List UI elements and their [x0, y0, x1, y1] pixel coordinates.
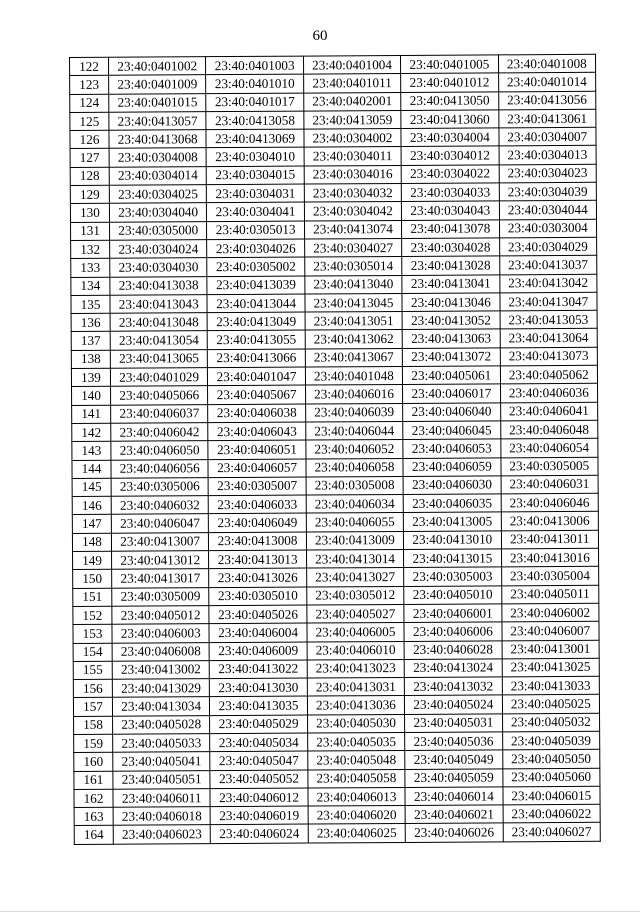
cadastral-number-cell: 23:40:0401017 [206, 93, 304, 112]
cadastral-number-cell: 23:40:0406036 [500, 384, 598, 403]
cadastral-number-cell: 23:40:0304026 [207, 239, 305, 258]
cadastral-number-cell: 23:40:0401008 [498, 54, 596, 73]
cadastral-number-cell: 23:40:0413046 [402, 293, 500, 312]
cadastral-number-cell: 23:40:0405030 [307, 714, 405, 733]
cadastral-number-cell: 23:40:0406030 [403, 476, 501, 495]
row-number-cell: 149 [73, 551, 112, 570]
cadastral-number-cell: 23:40:0401048 [305, 367, 403, 386]
cadastral-number-cell: 23:40:0406008 [112, 642, 210, 661]
cadastral-number-cell: 23:40:0304012 [401, 146, 499, 165]
cadastral-number-cell: 23:40:0304027 [304, 238, 402, 257]
cadastral-number-cell: 23:40:0305014 [305, 257, 403, 276]
cadastral-number-cell: 23:40:0305013 [207, 221, 305, 240]
cadastral-number-cell: 23:40:0413067 [305, 348, 403, 367]
cadastral-number-cell: 23:40:0413008 [209, 532, 307, 551]
cadastral-number-cell: 23:40:0304008 [109, 148, 207, 167]
cadastral-number-cell: 23:40:0413062 [305, 330, 403, 349]
cadastral-number-cell: 23:40:0406002 [501, 603, 599, 622]
row-number-cell: 131 [71, 222, 110, 241]
cadastral-number-cell: 23:40:0413026 [209, 568, 307, 587]
page-number: 60 [312, 28, 328, 44]
cadastral-number-cell: 23:40:0406011 [113, 789, 211, 808]
row-number-cell: 144 [72, 460, 111, 479]
cadastral-number-cell: 23:40:0413015 [404, 549, 502, 568]
cadastral-number-cell: 23:40:0304024 [110, 240, 208, 259]
cadastral-number-cell: 23:40:0406019 [210, 806, 308, 825]
cadastral-number-cell: 23:40:0304015 [207, 166, 305, 185]
cadastral-number-cell: 23:40:0406001 [404, 604, 502, 623]
cadastral-number-cell: 23:40:0305004 [501, 567, 599, 586]
cadastral-number-cell: 23:40:0405012 [112, 606, 210, 625]
cadastral-number-cell: 23:40:0413069 [206, 129, 304, 148]
cadastral-number-cell: 23:40:0413065 [110, 349, 208, 368]
cadastral-number-cell: 23:40:0413066 [208, 349, 306, 368]
cadastral-number-cell: 23:40:0406034 [306, 495, 404, 514]
cadastral-number-cell: 23:40:0405050 [502, 750, 600, 769]
cadastral-number-cell: 23:40:0304040 [109, 203, 207, 222]
row-number-cell: 152 [73, 606, 112, 625]
cadastral-number-cell: 23:40:0413059 [304, 110, 402, 129]
cadastral-number-cell: 23:40:0401012 [401, 73, 499, 92]
cadastral-number-cell: 23:40:0413031 [307, 678, 405, 697]
cadastral-number-cell: 23:40:0405026 [209, 605, 307, 624]
cadastral-number-cell: 23:40:0401009 [109, 75, 207, 94]
cadastral-number-cell: 23:40:0304042 [304, 202, 402, 221]
cadastral-number-cell: 23:40:0305008 [306, 476, 404, 495]
cadastral-number-cell: 23:40:0405062 [500, 365, 598, 384]
cadastral-number-cell: 23:40:0304043 [402, 201, 500, 220]
cadastral-number-cell: 23:40:0405025 [502, 695, 600, 714]
row-number-cell: 129 [70, 185, 109, 204]
cadastral-number-cell: 23:40:0413032 [404, 677, 502, 696]
cadastral-number-cell: 23:40:0406052 [306, 440, 404, 459]
cadastral-number-cell: 23:40:0406020 [308, 806, 406, 825]
cadastral-number-cell: 23:40:0406005 [307, 623, 405, 642]
cadastral-number-cell: 23:40:0413005 [403, 512, 501, 531]
row-number-cell: 138 [71, 350, 110, 369]
row-number-cell: 161 [74, 771, 113, 790]
cadastral-number-cell: 23:40:0413010 [404, 531, 502, 550]
row-number-cell: 127 [70, 149, 109, 168]
cadastral-number-cell: 23:40:0405060 [502, 768, 600, 787]
cadastral-number-cell: 23:40:0405061 [403, 366, 501, 385]
cadastral-number-cell: 23:40:0413035 [210, 696, 308, 715]
row-number-cell: 128 [70, 167, 109, 186]
row-number-cell: 155 [73, 661, 112, 680]
cadastral-number-cell: 23:40:0413001 [502, 640, 600, 659]
cadastral-number-cell: 23:40:0405058 [308, 769, 406, 788]
cadastral-number-cell: 23:40:0406035 [403, 494, 501, 513]
cadastral-number-cell: 23:40:0405035 [307, 732, 405, 751]
row-number-cell: 130 [70, 204, 109, 223]
cadastral-number-cell: 23:40:0413030 [210, 678, 308, 697]
cadastral-number-cell: 23:40:0413055 [208, 331, 306, 350]
row-number-cell: 158 [74, 716, 113, 735]
cadastral-number-cell: 23:40:0405028 [113, 715, 211, 734]
cadastral-number-cell: 23:40:0413016 [501, 548, 599, 567]
row-number-cell: 163 [74, 807, 113, 826]
row-number-cell: 141 [72, 405, 111, 424]
cadastral-number-cell: 23:40:0304039 [499, 182, 597, 201]
cadastral-number-cell: 23:40:0406056 [111, 459, 209, 478]
row-number-cell: 146 [72, 496, 111, 515]
cadastral-number-cell: 23:40:0406012 [210, 788, 308, 807]
row-number-cell: 125 [70, 112, 109, 131]
cadastral-number-cell: 23:40:0405066 [111, 386, 209, 405]
cadastral-number-cell: 23:40:0406013 [308, 787, 406, 806]
cadastral-number-cell: 23:40:0405036 [405, 732, 503, 751]
cadastral-number-cell: 23:40:0413048 [110, 313, 208, 332]
cadastral-number-cell: 23:40:0413068 [109, 130, 207, 149]
cadastral-number-cell: 23:40:0406025 [308, 824, 406, 843]
cadastral-number-cell: 23:40:0401014 [498, 73, 596, 92]
cadastral-number-cell: 23:40:0413028 [402, 256, 500, 275]
cadastral-number-cell: 23:40:0304028 [402, 238, 500, 257]
cadastral-number-cell: 23:40:0401010 [206, 74, 304, 93]
cadastral-number-cell: 23:40:0406006 [404, 622, 502, 641]
cadastral-number-cell: 23:40:0304033 [401, 183, 499, 202]
cadastral-number-cell: 23:40:0413034 [112, 697, 210, 716]
cadastral-number-cell: 23:40:0406041 [500, 402, 598, 421]
cadastral-number-cell: 23:40:0406032 [111, 496, 209, 515]
cadastral-number-cell: 23:40:0406049 [209, 513, 307, 532]
cadastral-number-cell: 23:40:0406003 [112, 624, 210, 643]
cadastral-number-cell: 23:40:0413051 [305, 312, 403, 331]
cadastral-number-cell: 23:40:0406045 [403, 421, 501, 440]
cadastral-number-cell: 23:40:0406017 [403, 384, 501, 403]
cadastral-number-cell: 23:40:0413029 [112, 679, 210, 698]
row-number-cell: 159 [74, 734, 113, 753]
cadastral-number-cell: 23:40:0304016 [304, 165, 402, 184]
cadastral-number-cell: 23:40:0406042 [111, 423, 209, 442]
cadastral-number-cell: 23:40:0406038 [208, 404, 306, 423]
cadastral-number-cell: 23:40:0305002 [207, 257, 305, 276]
row-number-cell: 160 [74, 753, 113, 772]
cadastral-number-cell: 23:40:0405031 [405, 714, 503, 733]
cadastral-number-cell: 23:40:0406021 [405, 805, 503, 824]
cadastral-number-cell: 23:40:0413017 [112, 569, 210, 588]
cadastral-number-cell: 23:40:0413027 [306, 568, 404, 587]
cadastral-number-cell: 23:40:0406024 [211, 825, 309, 844]
cadastral-number-cell: 23:40:0406026 [405, 823, 503, 842]
cadastral-number-cell: 23:40:0413002 [112, 660, 210, 679]
cadastral-number-cell: 23:40:0413072 [402, 348, 500, 367]
cadastral-number-cell: 23:40:0405048 [308, 751, 406, 770]
cadastral-number-cell: 23:40:0413033 [502, 676, 600, 695]
cadastral-number-cell: 23:40:0401005 [401, 55, 499, 74]
table-body [70, 54, 601, 844]
row-number-cell: 126 [70, 130, 109, 149]
cadastral-number-cell: 23:40:0406046 [501, 493, 599, 512]
cadastral-number-cell: 23:40:0401029 [110, 368, 208, 387]
cadastral-number-cell: 23:40:0413040 [305, 275, 403, 294]
cadastral-number-cell: 23:40:0406007 [502, 621, 600, 640]
cadastral-number-cell: 23:40:0405049 [405, 750, 503, 769]
cadastral-number-cell: 23:40:0304030 [110, 258, 208, 277]
cadastral-number-cell: 23:40:0413043 [110, 295, 208, 314]
cadastral-number-cell: 23:40:0304023 [499, 164, 597, 183]
cadastral-number-cell: 23:40:0413038 [110, 276, 208, 295]
cadastral-number-cell: 23:40:0304032 [304, 184, 402, 203]
cadastral-number-cell: 23:40:0413006 [501, 512, 599, 531]
cadastral-number-cell: 23:40:0402001 [304, 92, 402, 111]
cadastral-number-cell: 23:40:0413061 [498, 109, 596, 128]
cadastral-number-cell: 23:40:0406009 [209, 642, 307, 661]
cadastral-number-cell: 23:40:0304004 [401, 128, 499, 147]
cadastral-number-cell: 23:40:0406018 [113, 807, 211, 826]
cadastral-number-cell: 23:40:0304025 [109, 185, 207, 204]
row-number-cell: 153 [73, 624, 112, 643]
row-number-cell: 162 [74, 789, 113, 808]
cadastral-number-cell: 23:40:0413054 [110, 331, 208, 350]
cadastral-number-cell: 23:40:0413037 [499, 256, 597, 275]
cadastral-number-cell: 23:40:0405033 [113, 734, 211, 753]
cadastral-number-cell: 23:40:0406053 [403, 439, 501, 458]
cadastral-number-cell: 23:40:0305010 [209, 587, 307, 606]
cadastral-number-cell: 23:40:0401004 [303, 55, 401, 74]
cadastral-number-cell: 23:40:0413036 [307, 696, 405, 715]
cadastral-number-cell: 23:40:0413074 [304, 220, 402, 239]
cadastral-number-cell: 23:40:0413063 [402, 329, 500, 348]
cadastral-number-cell: 23:40:0406057 [208, 459, 306, 478]
cadastral-number-cell: 23:40:0413057 [109, 112, 207, 131]
cadastral-number-cell: 23:40:0413049 [207, 312, 305, 331]
row-number-cell: 145 [72, 478, 111, 497]
cadastral-number-cell: 23:40:0305012 [307, 586, 405, 605]
cadastral-number-cell: 23:40:0305003 [404, 567, 502, 586]
cadastral-number-cell: 23:40:0405067 [208, 385, 306, 404]
cadastral-number-cell: 23:40:0405051 [113, 770, 211, 789]
cadastral-number-cell: 23:40:0405052 [210, 770, 308, 789]
row-number-cell: 148 [72, 533, 111, 552]
cadastral-number-cell: 23:40:0413047 [500, 292, 598, 311]
cadastral-number-cell: 23:40:0413053 [500, 310, 598, 329]
cadastral-number-cell: 23:40:0304010 [206, 148, 304, 167]
cadastral-number-cell: 23:40:0406050 [111, 441, 209, 460]
cadastral-number-cell: 23:40:0305000 [110, 221, 208, 240]
row-number-cell: 143 [72, 441, 111, 460]
cadastral-number-cell: 23:40:0413009 [306, 531, 404, 550]
cadastral-number-cell: 23:40:0405032 [502, 713, 600, 732]
cadastral-number-cell: 23:40:0406031 [501, 475, 599, 494]
cadastral-number-cell: 23:40:0406058 [306, 458, 404, 477]
row-number-cell: 124 [70, 94, 109, 113]
cadastral-number-cell: 23:40:0406010 [307, 641, 405, 660]
cadastral-number-cell: 23:40:0413041 [402, 274, 500, 293]
cadastral-number-cell: 23:40:0304014 [109, 166, 207, 185]
cadastral-number-cell: 23:40:0406022 [503, 804, 601, 823]
row-number-cell: 154 [73, 643, 112, 662]
cadastral-number-cell: 23:40:0305005 [501, 457, 599, 476]
cadastral-number-cell: 23:40:0406040 [403, 403, 501, 422]
cadastral-number-cell: 23:40:0304044 [499, 201, 597, 220]
cadastral-number-cell: 23:40:0406015 [503, 786, 601, 805]
cadastral-number-cell: 23:40:0406059 [403, 457, 501, 476]
cadastral-number-cell: 23:40:0405010 [404, 585, 502, 604]
cadastral-number-cell: 23:40:0413073 [500, 347, 598, 366]
cadastral-number-cell: 23:40:0405059 [405, 768, 503, 787]
cadastral-number-cell: 23:40:0413014 [306, 549, 404, 568]
cadastral-number-cell: 23:40:0406051 [208, 440, 306, 459]
cadastral-number-cell: 23:40:0401011 [303, 74, 401, 93]
cadastral-number-cell: 23:40:0413078 [402, 220, 500, 239]
cadastral-number-cell: 23:40:0406054 [500, 439, 598, 458]
cadastral-number-cell: 23:40:0405039 [502, 731, 600, 750]
cadastral-number-cell: 23:40:0401002 [109, 57, 207, 76]
row-number-cell: 135 [71, 295, 110, 314]
cadastral-number-cell: 23:40:0413013 [209, 550, 307, 569]
cadastral-number-cell: 23:40:0413064 [500, 329, 598, 348]
cadastral-number-cell: 23:40:0304011 [304, 147, 402, 166]
cadastral-number-cell: 23:40:0405024 [405, 695, 503, 714]
cadastral-number-cell: 23:40:0405011 [501, 585, 599, 604]
row-number-cell: 123 [70, 76, 109, 95]
cadastral-number-cell: 23:40:0406033 [209, 495, 307, 514]
row-number-cell: 164 [74, 826, 113, 845]
cadastral-number-cell: 23:40:0406004 [209, 623, 307, 642]
row-number-cell: 142 [72, 423, 111, 442]
cadastral-number-cell: 23:40:0405041 [113, 752, 211, 771]
page-bottom-edge [0, 911, 640, 912]
cadastral-number-cell: 23:40:0413012 [112, 551, 210, 570]
row-number-cell: 156 [73, 679, 112, 698]
cadastral-number-cell: 23:40:0406039 [305, 403, 403, 422]
cadastral-number-cell: 23:40:0406023 [113, 825, 211, 844]
cadastral-number-cell: 23:40:0304007 [499, 127, 597, 146]
row-number-cell: 132 [71, 240, 110, 259]
cadastral-number-cell: 23:40:0405034 [210, 733, 308, 752]
cadastral-number-cell: 23:40:0305009 [112, 587, 210, 606]
cadastral-number-cell: 23:40:0413042 [499, 274, 597, 293]
row-number-cell: 136 [71, 313, 110, 332]
row-number-cell: 122 [70, 57, 109, 76]
cadastral-number-cell: 23:40:0304002 [304, 129, 402, 148]
cadastral-number-cell: 23:40:0406028 [404, 640, 502, 659]
row-number-cell: 150 [73, 570, 112, 589]
row-number-cell: 147 [72, 515, 111, 534]
cadastral-number-cell: 23:40:0406043 [208, 422, 306, 441]
row-number-cell: 139 [71, 368, 110, 387]
cadastral-number-cell: 23:40:0303004 [499, 219, 597, 238]
cadastral-number-cell: 23:40:0406027 [503, 823, 601, 842]
cadastral-number-cell: 23:40:0304031 [207, 184, 305, 203]
cadastral-number-cell: 23:40:0413060 [401, 110, 499, 129]
cadastral-number-cell: 23:40:0413025 [502, 658, 600, 677]
cadastral-number-cell: 23:40:0305007 [208, 477, 306, 496]
cadastral-number-cell: 23:40:0401003 [206, 56, 304, 75]
cadastral-number-cell: 23:40:0401015 [109, 93, 207, 112]
row-number-cell: 133 [71, 259, 110, 278]
cadastral-number-cell: 23:40:0406044 [306, 421, 404, 440]
cadastral-number-cell: 23:40:0405029 [210, 715, 308, 734]
cadastral-number-cell: 23:40:0305006 [111, 477, 209, 496]
cadastral-number-cell: 23:40:0304029 [499, 237, 597, 256]
row-number-cell: 140 [72, 387, 111, 406]
cadastral-number-cell: 23:40:0413023 [307, 659, 405, 678]
cadastral-number-cell: 23:40:0413045 [305, 293, 403, 312]
cadastral-number-cell: 23:40:0405047 [210, 751, 308, 770]
cadastral-number-cell: 23:40:0406037 [111, 404, 209, 423]
cadastral-number-cell: 23:40:0405027 [307, 604, 405, 623]
cadastral-number-cell: 23:40:0413056 [498, 91, 596, 110]
cadastral-number-cell: 23:40:0413007 [111, 532, 209, 551]
cadastral-number-cell: 23:40:0413044 [207, 294, 305, 313]
row-number-cell: 134 [71, 277, 110, 296]
cadastral-number-cell: 23:40:0406014 [405, 787, 503, 806]
cadastral-number-cell: 23:40:0401047 [208, 367, 306, 386]
cadastral-table [69, 54, 601, 845]
table-row [74, 823, 600, 845]
cadastral-number-cell: 23:40:0413058 [206, 111, 304, 130]
cadastral-number-cell: 23:40:0406055 [306, 513, 404, 532]
cadastral-number-cell: 23:40:0406016 [305, 385, 403, 404]
cadastral-number-cell: 23:40:0413039 [207, 276, 305, 295]
cadastral-number-cell: 23:40:0304013 [499, 146, 597, 165]
cadastral-number-cell: 23:40:0413024 [404, 659, 502, 678]
cadastral-number-cell: 23:40:0413052 [402, 311, 500, 330]
cadastral-number-cell: 23:40:0304041 [207, 202, 305, 221]
row-number-cell: 157 [73, 698, 112, 717]
row-number-cell: 137 [71, 332, 110, 351]
cadastral-number-cell: 23:40:0406047 [111, 514, 209, 533]
cadastral-number-cell: 23:40:0413011 [501, 530, 599, 549]
row-number-cell: 151 [73, 588, 112, 607]
cadastral-number-cell: 23:40:0304022 [401, 165, 499, 184]
cadastral-number-cell: 23:40:0413050 [401, 91, 499, 110]
cadastral-number-cell: 23:40:0413022 [210, 660, 308, 679]
cadastral-number-cell: 23:40:0406048 [500, 420, 598, 439]
